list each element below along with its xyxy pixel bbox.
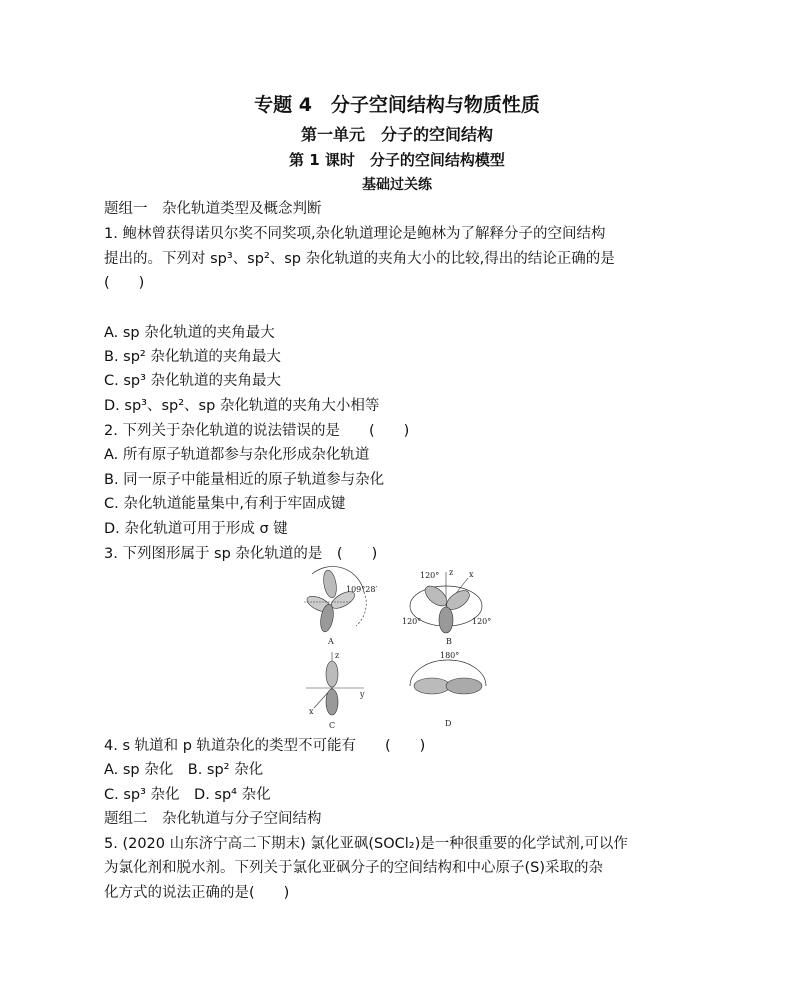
q3-figures: [300, 566, 500, 736]
figure-d-label: D: [445, 719, 452, 728]
figure-d-angle: 180°: [440, 651, 460, 660]
section-title: 基础过关练: [362, 177, 432, 193]
figure-c-axis-y: y: [360, 690, 365, 699]
figure-b-angle-left: 120°: [402, 617, 422, 626]
figure-a-angle: 109°28′: [346, 585, 378, 594]
lesson-title: 第 1 课时 分子的空间结构模型: [289, 151, 505, 169]
figure-b-label: B: [446, 637, 452, 646]
figure-c-label: C: [329, 721, 336, 730]
figure-a-label: A: [328, 637, 334, 646]
figure-d-lobe-left: [414, 678, 450, 694]
q4-stem: 4. s 轨道和 p 轨道杂化的类型不可能有 ( ): [104, 738, 426, 754]
figure-b-angle-top: 120°: [420, 571, 440, 580]
q2-option-a: A. 所有原子轨道都参与杂化形成杂化轨道: [104, 447, 370, 463]
figure-a-lobe-top: [322, 569, 339, 599]
figure-b-axis-z: z: [449, 568, 454, 577]
figure-b-lobe-3: [439, 607, 453, 633]
q1-option-b: B. sp² 杂化轨道的夹角最大: [104, 349, 281, 365]
q2-option-c: C. 杂化轨道能量集中,有利于牢固成键: [104, 496, 346, 512]
figure-d-sp: [402, 650, 494, 734]
q5-line2: 为氯化剂和脱水剂。下列关于氯化亚砜分子的空间结构和中心原子(S)采取的杂: [104, 860, 604, 876]
q3-stem: 3. 下列图形属于 sp 杂化轨道的是 ( ): [104, 546, 378, 562]
figure-a-sp3: [300, 566, 390, 648]
figure-c-lobe-top: [326, 661, 338, 687]
figure-c-axis-z: z: [335, 651, 340, 660]
q1-stem-line2: 提出的。下列对 sp³、sp²、sp 杂化轨道的夹角大小的比较,得出的结论正确的是: [104, 251, 615, 267]
figure-d-lobe-right: [446, 678, 482, 694]
figure-c-lobe-bottom: [326, 689, 338, 715]
figure-a-dashed-arc: [356, 592, 366, 626]
q2-option-b: B. 同一原子中能量相近的原子轨道参与杂化: [104, 472, 385, 488]
unit-title: 第一单元 分子的空间结构: [300, 125, 493, 144]
figure-b-angle-right: 120°: [472, 617, 492, 626]
q2-stem: 2. 下列关于杂化轨道的说法错误的是 ( ): [104, 423, 410, 439]
group2-title: 题组二 杂化轨道与分子空间结构: [104, 811, 322, 827]
q1-stem-line1: 1. 鲍林曾获得诺贝尔奖不同奖项,杂化轨道理论是鲍林为了解释分子的空间结构: [104, 226, 606, 242]
group1-title: 题组一 杂化轨道类型及概念判断: [104, 201, 322, 217]
q4-options-line2: C. sp³ 杂化 D. sp⁴ 杂化: [104, 787, 271, 803]
q2-option-d: D. 杂化轨道可用于形成 σ 键: [104, 521, 288, 537]
figure-b-sp2: [402, 566, 494, 650]
q5-line3: 化方式的说法正确的是( ): [104, 885, 290, 901]
q1-option-d: D. sp³、sp²、sp 杂化轨道的夹角大小相等: [104, 398, 380, 414]
q1-option-c: C. sp³ 杂化轨道的夹角最大: [104, 373, 282, 389]
figure-c-axis-x: x: [309, 707, 314, 716]
q1-blank: ( ): [104, 275, 145, 291]
topic-title: 专题 4 分子空间结构与物质性质: [254, 94, 540, 116]
figure-c-p-orbitals: [300, 648, 370, 734]
q5-line1: 5. (2020 山东济宁高二下期末) 氯化亚砜(SOCl₂)是一种很重要的化学试剂,可以作: [104, 836, 628, 852]
q4-options-line1: A. sp 杂化 B. sp² 杂化: [104, 762, 264, 778]
q1-option-a: A. sp 杂化轨道的夹角最大: [104, 325, 275, 341]
figure-b-axis-x: x: [469, 570, 474, 579]
